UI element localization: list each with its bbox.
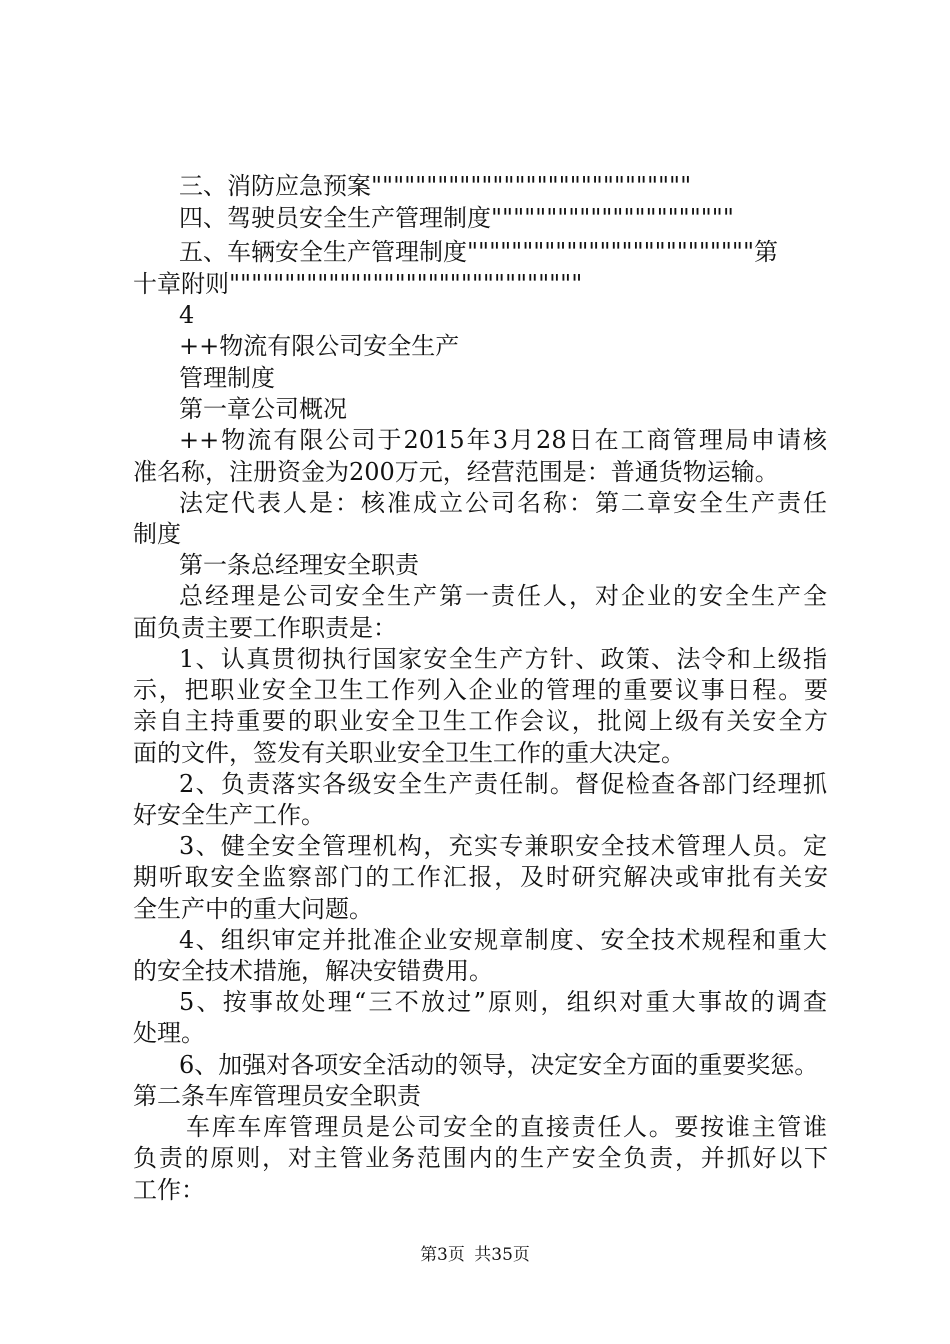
toc-line-chapter-10: 十章附则"""""""""""""""""""""""""""""""" xyxy=(133,270,583,298)
duty-1-line-4: 面的文件，签发有关职业安全卫生工作的重大决定。 xyxy=(133,739,685,767)
overview-line-4: 制度 xyxy=(133,520,181,548)
article-2-heading: 第二条车库管理员安全职责 xyxy=(133,1082,421,1110)
toc-line-5: 五、车辆安全生产管理制度""""""""""""""""""""""""""第 xyxy=(179,238,779,266)
article-1-para-1: 总经理是公司安全生产第一责任人，对企业的安全生产全 xyxy=(179,582,827,610)
page-number: 第3页 xyxy=(420,1245,465,1265)
toc-line-3: 三、消防应急预案""""""""""""""""""""""""""""" xyxy=(179,172,692,200)
duty-1-line-3: 亲自主持重要的职业安全卫生工作会议，批阅上级有关安全方 xyxy=(133,707,828,735)
doc-title-line-1: ++物流有限公司安全生产 xyxy=(179,332,460,360)
doc-title-line-2: 管理制度 xyxy=(179,364,275,392)
toc-line-4: 四、驾驶员安全生产管理制度"""""""""""""""""""""" xyxy=(179,204,734,232)
duty-3-line-3: 全生产中的重大问题。 xyxy=(133,895,373,923)
duty-5-line-2: 处理。 xyxy=(133,1019,205,1047)
duty-3-line-1: 3、健全安全管理机构，充实专兼职安全技术管理人员。定 xyxy=(179,832,827,860)
overview-line-2: 准名称，注册资金为200万元，经营范围是：普通货物运输。 xyxy=(133,458,779,486)
article-1-para-2: 面负责主要工作职责是： xyxy=(133,614,397,642)
toc-page-number: 4 xyxy=(179,301,195,329)
duty-6-line-1: 6、加强对各项安全活动的领导，决定安全方面的重要奖惩。 xyxy=(179,1051,819,1079)
duty-3-line-2: 期听取安全监察部门的工作汇报，及时研究解决或审批有关安 xyxy=(133,863,828,891)
duty-1-line-1: 1、认真贯彻执行国家安全生产方针、政策、法令和上级指 xyxy=(179,645,827,673)
article-2-para-2: 负责的原则，对主管业务范围内的生产安全负责，并抓好以下 xyxy=(133,1144,828,1172)
duty-2-line-2: 好安全生产工作。 xyxy=(133,801,325,829)
duty-4-line-2: 的安全技术措施，解决安错费用。 xyxy=(133,957,493,985)
duty-2-line-1: 2、负责落实各级安全生产责任制。督促检查各部门经理抓 xyxy=(179,770,827,798)
article-2-para-3: 工作： xyxy=(133,1176,205,1204)
duty-1-line-2: 示，把职业安全卫生工作列入企业的管理的重要议事日程。要 xyxy=(133,676,828,704)
article-1-heading: 第一条总经理安全职责 xyxy=(179,551,419,579)
page-footer xyxy=(0,1244,950,1266)
overview-line-3: 法定代表人是：核准成立公司名称：第二章安全生产责任 xyxy=(179,489,827,517)
article-2-para-1: 车库车库管理员是公司安全的直接责任人。要按谁主管谁 xyxy=(186,1113,827,1141)
chapter-1-heading: 第一章公司概况 xyxy=(179,395,347,423)
total-pages: 共35页 xyxy=(474,1245,530,1265)
overview-line-1: ++物流有限公司于2015年3月28日在工商管理局申请核 xyxy=(179,426,827,454)
duty-5-line-1: 5、按事故处理“三不放过”原则，组织对重大事故的调查 xyxy=(179,988,827,1016)
duty-4-line-1: 4、组织审定并批准企业安规章制度、安全技术规程和重大 xyxy=(179,926,827,954)
